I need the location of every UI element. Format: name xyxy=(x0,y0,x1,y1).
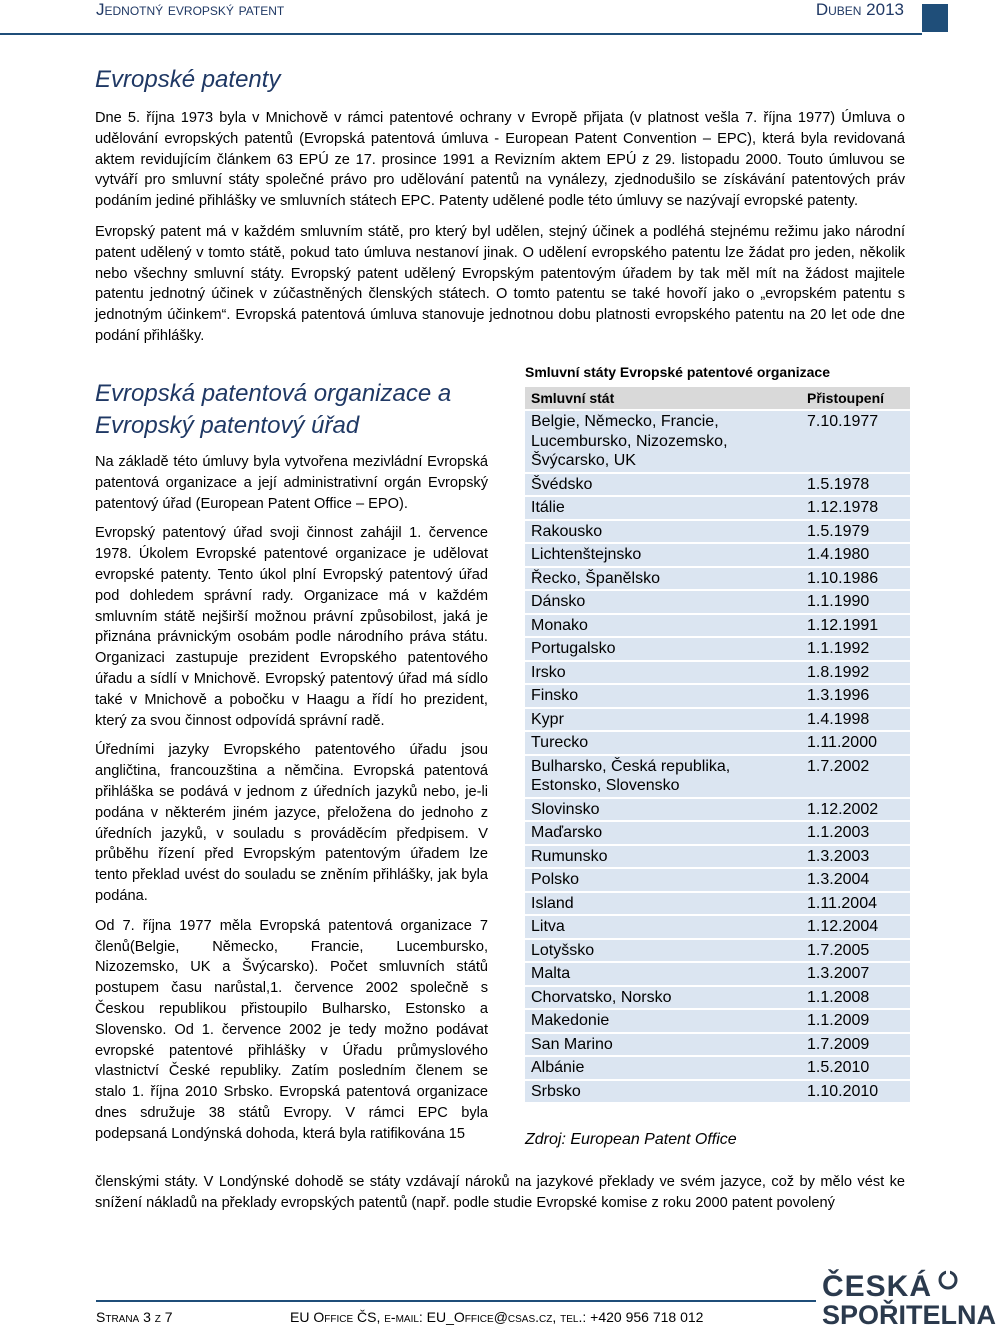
state-cell: Makedonie xyxy=(525,1010,785,1032)
accession-date-cell: 1.12.2002 xyxy=(785,799,910,821)
state-cell: Irsko xyxy=(525,662,785,684)
table-body xyxy=(525,411,910,1102)
accession-date-cell: 1.3.1996 xyxy=(785,685,910,707)
epo-text-column xyxy=(95,452,488,1145)
table-row xyxy=(525,1034,910,1056)
state-cell: Lichtenštejnsko xyxy=(525,544,785,566)
ceska-sporitelna-logo xyxy=(820,1268,996,1331)
state-cell: Albánie xyxy=(525,1057,785,1079)
state-cell: Slovinsko xyxy=(525,799,785,821)
state-cell: Řecko, Španělsko xyxy=(525,568,785,590)
state-cell: Srbsko xyxy=(525,1081,785,1103)
header-date: Duben 2013 xyxy=(815,0,904,19)
accession-date-cell: 1.10.2010 xyxy=(785,1081,910,1103)
accession-date-cell: 1.4.1980 xyxy=(785,544,910,566)
accession-date-cell: 1.5.2010 xyxy=(785,1057,910,1079)
table-row xyxy=(525,685,910,707)
accession-date-cell: 1.7.2002 xyxy=(785,756,910,797)
epo-paragraph-4: Od 7. října 1977 měla Evropská patentová organizace 7 členů(Belgie, Německo, Francie, Lucembursko, Nizozemsko, UK a Švýcarsko). Počet smluvních států postupem času narůstal,1. července 2002 společně s Českou republikou přistoupilo Bulharsko, Estonsko a Slovensko. Od 1. července 2002 je tedy možno podávat evropské patentové přihlášky v Úřadu průmyslového vlastnictví České republiky. Zatím posledním členem se stalo 1. října 2010 Srbsko. Evropská patentová organizace dnes sdružuje 38 států Evropy. V rámci EPC byla podepsaná Londýnská dohoda, která byla ratifikována 15 xyxy=(95,917,488,1142)
table-row xyxy=(525,662,910,684)
section-title-european-patents: Evropské patenty xyxy=(95,66,281,93)
intro-paragraph-2: Evropský patent má v každém smluvním státě, pro který byl udělen, stejný účinek a podléhá stejnému režimu jako národní patent udělený v tomto státě, pokud tato úmluva nestanoví jinak. O udělení evropského patentu lze žádat pro jeden, několik nebo všechny smluvní státy. Evropský patent udělený Evropským patentovým úřadem by tak měl mít na žádost majitele patentu jednotný účinek v zúčastněných členských státech. O tomto patentu se také hovoří jako o „evropském patentu s jednotným účinkem“. Evropská patentová úmluva stanovuje jednotnou dobu platnosti evropského patentu na 20 let ode dne podání přihlášky. xyxy=(95,223,905,344)
accession-date-cell: 1.1.2009 xyxy=(785,1010,910,1032)
footer-contact: EU Office ČS, e-mail: EU_Office@csas.cz, tel.: +420 956 718 012 xyxy=(290,1309,704,1325)
footer-divider xyxy=(96,1300,816,1302)
accession-date-cell: 1.1.1992 xyxy=(785,638,910,660)
state-cell: Turecko xyxy=(525,732,785,754)
state-cell: Švédsko xyxy=(525,474,785,496)
state-cell: Bulharsko, Česká republika, Estonsko, Slovensko xyxy=(525,756,785,797)
table-row xyxy=(525,846,910,868)
state-cell: Litva xyxy=(525,916,785,938)
table-row xyxy=(525,963,910,985)
epo-paragraph-continuation: členskými státy. V Londýnské dohodě se státy vzdávají nároků na jazykové překlady ve svém jazyce, což by mělo vést ke snížení nákladů na překlady evropských patentů (např. podle studie Evropské komise z roku 2000 patent povolený xyxy=(95,1174,905,1211)
accession-date-cell: 1.7.2005 xyxy=(785,940,910,962)
accession-date-cell: 1.12.2004 xyxy=(785,916,910,938)
state-cell: Malta xyxy=(525,963,785,985)
table-row xyxy=(525,1081,910,1103)
table-row xyxy=(525,940,910,962)
accession-date-cell: 1.5.1978 xyxy=(785,474,910,496)
table-row xyxy=(525,411,910,472)
table-source: Zdroj: European Patent Office xyxy=(525,1131,737,1148)
column-header-accession: Přistoupení xyxy=(785,387,910,409)
state-cell: Lotyšsko xyxy=(525,940,785,962)
logo-text-line-1: ČESKÁ xyxy=(822,1270,933,1303)
intro-text xyxy=(95,108,905,357)
table-row xyxy=(525,732,910,754)
table-row xyxy=(525,1010,910,1032)
accession-date-cell: 7.10.1977 xyxy=(785,411,910,472)
header-title: Jednotný evropský patent xyxy=(96,0,285,19)
accession-date-cell: 1.11.2004 xyxy=(785,893,910,915)
accession-date-cell: 1.1.2008 xyxy=(785,987,910,1009)
table-row xyxy=(525,916,910,938)
state-cell: Monako xyxy=(525,615,785,637)
table-row xyxy=(525,869,910,891)
table-row xyxy=(525,799,910,821)
state-cell: Dánsko xyxy=(525,591,785,613)
accession-date-cell: 1.3.2003 xyxy=(785,846,910,868)
table-row xyxy=(525,474,910,496)
footer-page-number: Strana 3 z 7 xyxy=(96,1309,173,1325)
accession-date-cell: 1.7.2009 xyxy=(785,1034,910,1056)
state-cell: Rumunsko xyxy=(525,846,785,868)
table-row xyxy=(525,568,910,590)
epo-paragraph-2: Evropský patentový úřad svoji činnost zahájil 1. července 1978. Úkolem Evropské patentové organizace je udělovat evropské patenty. Tento úkol plní Evropský patentový úřad pod dohledem správní rady. Organizace má v každém smluvním státě nejširší možnou právní způsobilost, jaká je přiznána právnickým osobám podle národního práva státu. Organizaci zastupuje prezident Evropského patentového úřadu a sídlí v Mnichově. Evropský patentový úřad má sídlo také v Mnichově a pobočku v Haagu a řídí ho prezident, který za svou činnost odpovídá správní radě. xyxy=(95,525,488,729)
table-row xyxy=(525,591,910,613)
table-row xyxy=(525,615,910,637)
member-states-table xyxy=(525,385,910,1104)
table-caption: Smluvní státy Evropské patentové organizace xyxy=(525,364,830,380)
table-row xyxy=(525,987,910,1009)
page-header xyxy=(0,0,960,36)
state-cell: Itálie xyxy=(525,497,785,519)
accession-date-cell: 1.11.2000 xyxy=(785,732,910,754)
accession-date-cell: 1.3.2004 xyxy=(785,869,910,891)
accession-date-cell: 1.10.1986 xyxy=(785,568,910,590)
table-row xyxy=(525,893,910,915)
table-row xyxy=(525,756,910,797)
header-divider xyxy=(0,33,922,35)
state-cell: Portugalsko xyxy=(525,638,785,660)
state-cell: Island xyxy=(525,893,785,915)
state-cell: Finsko xyxy=(525,685,785,707)
accession-date-cell: 1.4.1998 xyxy=(785,709,910,731)
accession-date-cell: 1.5.1979 xyxy=(785,521,910,543)
table-row xyxy=(525,521,910,543)
state-cell: Rakousko xyxy=(525,521,785,543)
accession-date-cell: 1.1.2003 xyxy=(785,822,910,844)
accession-date-cell: 1.12.1978 xyxy=(785,497,910,519)
table-row xyxy=(525,497,910,519)
table-row xyxy=(525,709,910,731)
intro-paragraph-1: Dne 5. října 1973 byla v Mnichově v rámci patentové ochrany v Evropě přijata (v platnost vešla 7. října 1977) Úmluva o udělování evropských patentů (Evropská patentová úmluva - European Patent Convention – EPC), která byla revidovaná aktem revidujícím článkem 63 EPÚ ze 17. prosince 1991 a Revizním aktem EPÚ z 29. listopadu 2000. Touto úmluvou se vytváří pro smluvní státy společné právo pro udělování patentů na vynálezy, zjednodušilo se získávání patentových práv podáním jediné přihlášky ve smluvních státech EPC. Patenty udělené podle této úmluvy se nazývají evropské patenty. xyxy=(95,110,905,210)
logo-text-line-2: SPOŘITELNA xyxy=(822,1300,996,1330)
table-row xyxy=(525,544,910,566)
accession-date-cell: 1.1.1990 xyxy=(785,591,910,613)
state-cell: Polsko xyxy=(525,869,785,891)
epo-paragraph-3: Úředními jazyky Evropského patentového úřadu jsou angličtina, francouzština a němčina. Evropská patentová přihláška se podává v jednom z úředních jazyků nebo, je-li podána v některém jiném jazyce, přeložena do jednoho z úředních jazyků, v souladu s prováděcím předpisem. V průběhu řízení před Evropským patentovým úřadem lze tento překlad uvést do souladu se zněním přihlášky, jak byla podána. xyxy=(95,742,488,904)
state-cell: Maďarsko xyxy=(525,822,785,844)
epo-paragraph-1: Na základě této úmluvy byla vytvořena mezivládní Evropská patentová organizace a její administrativní orgán Evropský patentový úřad (European Patent Office – EPO). xyxy=(95,454,488,512)
table-row xyxy=(525,1057,910,1079)
accession-date-cell: 1.12.1991 xyxy=(785,615,910,637)
state-cell: Kypr xyxy=(525,709,785,731)
accession-date-cell: 1.3.2007 xyxy=(785,963,910,985)
state-cell: San Marino xyxy=(525,1034,785,1056)
logo-mark-icon xyxy=(938,1270,958,1290)
table-row xyxy=(525,638,910,660)
state-cell: Belgie, Německo, Francie, Lucembursko, Nizozemsko, Švýcarsko, UK xyxy=(525,411,785,472)
table-row xyxy=(525,822,910,844)
accession-date-cell: 1.8.1992 xyxy=(785,662,910,684)
header-square-decoration xyxy=(922,4,948,32)
table-header-row xyxy=(525,387,910,409)
section-title-epo: Evropská patentová organizace a Evropský patentový úřad xyxy=(95,380,452,439)
column-header-state: Smluvní stát xyxy=(525,387,785,409)
state-cell: Chorvatsko, Norsko xyxy=(525,987,785,1009)
